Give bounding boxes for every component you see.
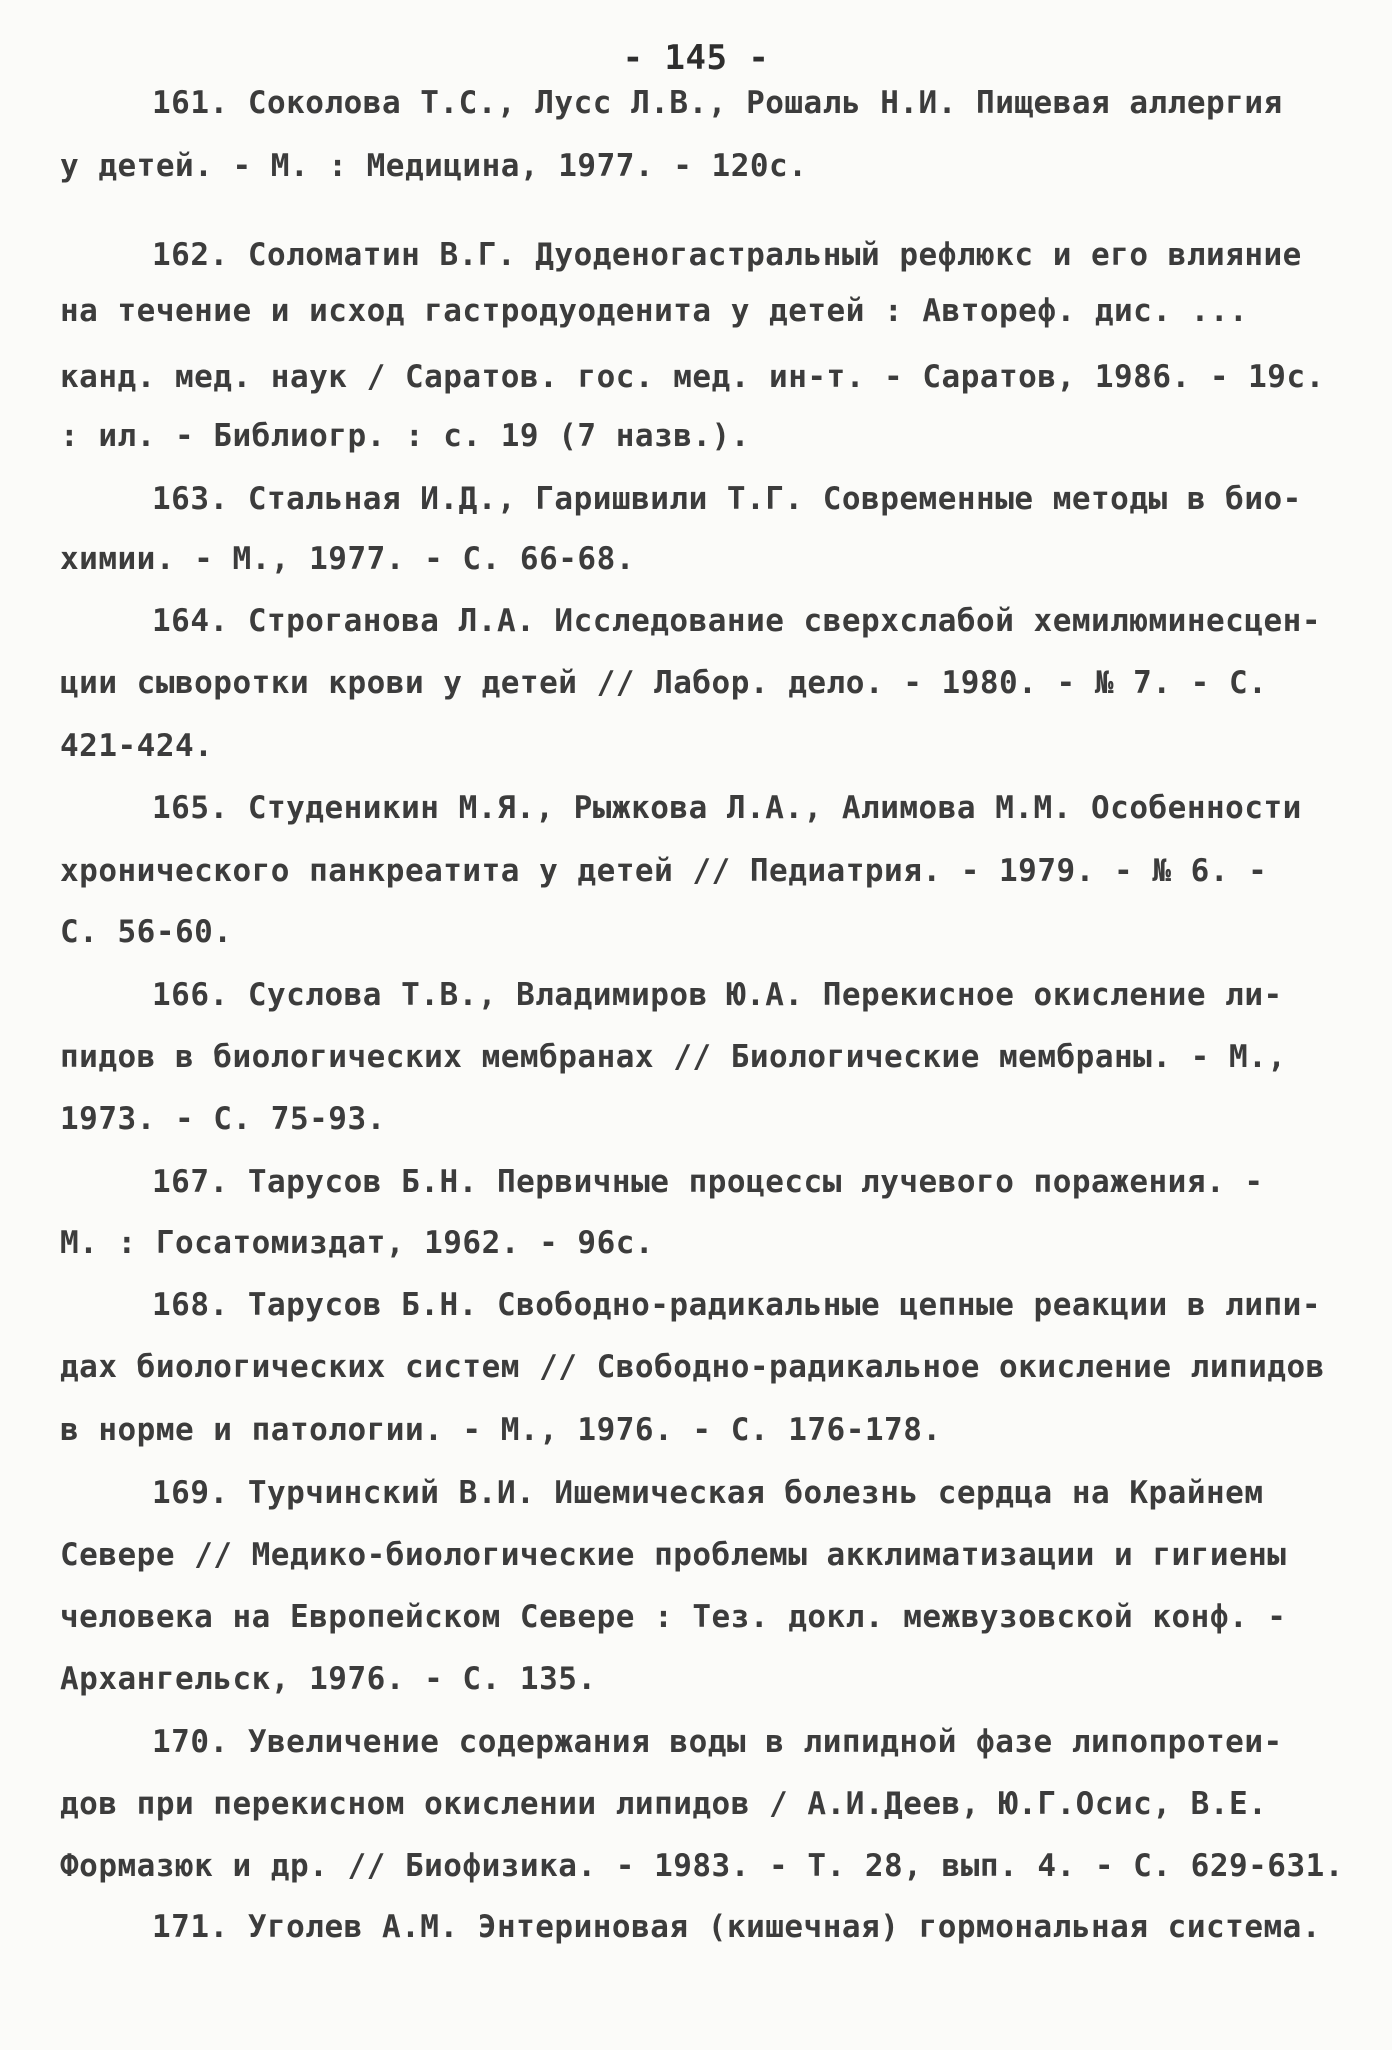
ref-164-line-3: 421-424. [60,728,214,764]
ref-167-line-2: М. : Госатомиздат, 1962. - 96с. [60,1225,655,1261]
ref-162-line-2: на течение и исход гастродуоденита у детей : Автореф. дис. ... [60,293,1249,329]
ref-167-line-1: 167. Тарусов Б.Н. Первичные процессы лучевого поражения. - [152,1164,1264,1200]
ref-165-line-3: С. 56-60. [60,914,233,950]
ref-168-line-3: в норме и патологии. - М., 1976. - С. 176-178. [60,1412,942,1448]
ref-164-line-2: ции сыворотки крови у детей // Лабор. дело. - 1980. - № 7. - С. [60,665,1268,701]
ref-161-line-1: 161. Соколова Т.С., Лусс Л.В., Рошаль Н.И. Пищевая аллергия [152,85,1283,121]
ref-166-line-3: 1973. - С. 75-93. [60,1101,386,1137]
ref-165-line-2: хронического панкреатита у детей // Педиатрия. - 1979. - № 6. - [60,853,1268,889]
ref-162-line-1: 162. Соломатин В.Г. Дуоденогастральный рефлюкс и его влияние [152,237,1302,273]
ref-168-line-2: дах биологических систем // Свободно-радикальное окисление липидов [60,1349,1325,1385]
ref-169-line-2: Севере // Медико-биологические проблемы акклиматизации и гигиены [60,1537,1287,1573]
ref-165-line-1: 165. Студеникин М.Я., Рыжкова Л.А., Алимова М.М. Особенности [152,790,1302,826]
ref-169-line-3: человека на Европейском Севере : Тез. докл. межвузовской конф. - [60,1599,1287,1635]
ref-161-line-2: у детей. - М. : Медицина, 1977. - 120с. [60,148,808,184]
ref-163-line-2: химии. - М., 1977. - С. 66-68. [60,541,635,577]
ref-162-line-3: канд. мед. наук / Саратов. гос. мед. ин-т. - Саратов, 1986. - 19с. [60,359,1325,395]
ref-170-line-2: дов при перекисном окислении липидов / А.И.Деев, Ю.Г.Осис, В.Е. [60,1786,1268,1822]
ref-162-line-4: : ил. - Библиогр. : с. 19 (7 назв.). [60,418,750,454]
page-number: - 145 - [622,38,770,78]
ref-168-line-1: 168. Тарусов Б.Н. Свободно-радикальные цепные реакции в липи- [152,1287,1321,1323]
ref-166-line-2: пидов в биологических мембранах // Биологические мембраны. - М., [60,1039,1287,1075]
ref-169-line-4: Архангельск, 1976. - С. 135. [60,1661,597,1697]
ref-163-line-1: 163. Стальная И.Д., Гаришвили Т.Г. Современные методы в био- [152,481,1302,517]
ref-164-line-1: 164. Строганова Л.А. Исследование сверхслабой хемилюминесцен- [152,603,1321,639]
ref-171-line-1: 171. Уголев А.М. Энтериновая (кишечная) гормональная система. [152,1909,1321,1945]
ref-170-line-1: 170. Увеличение содержания воды в липидной фазе липопротеи- [152,1724,1283,1760]
ref-166-line-1: 166. Суслова Т.В., Владимиров Ю.А. Перекисное окисление ли- [152,977,1283,1013]
ref-170-line-3: Формазюк и др. // Биофизика. - 1983. - Т. 28, вып. 4. - С. 629-631. [60,1848,1344,1884]
ref-169-line-1: 169. Турчинский В.И. Ишемическая болезнь сердца на Крайнем [152,1475,1264,1511]
